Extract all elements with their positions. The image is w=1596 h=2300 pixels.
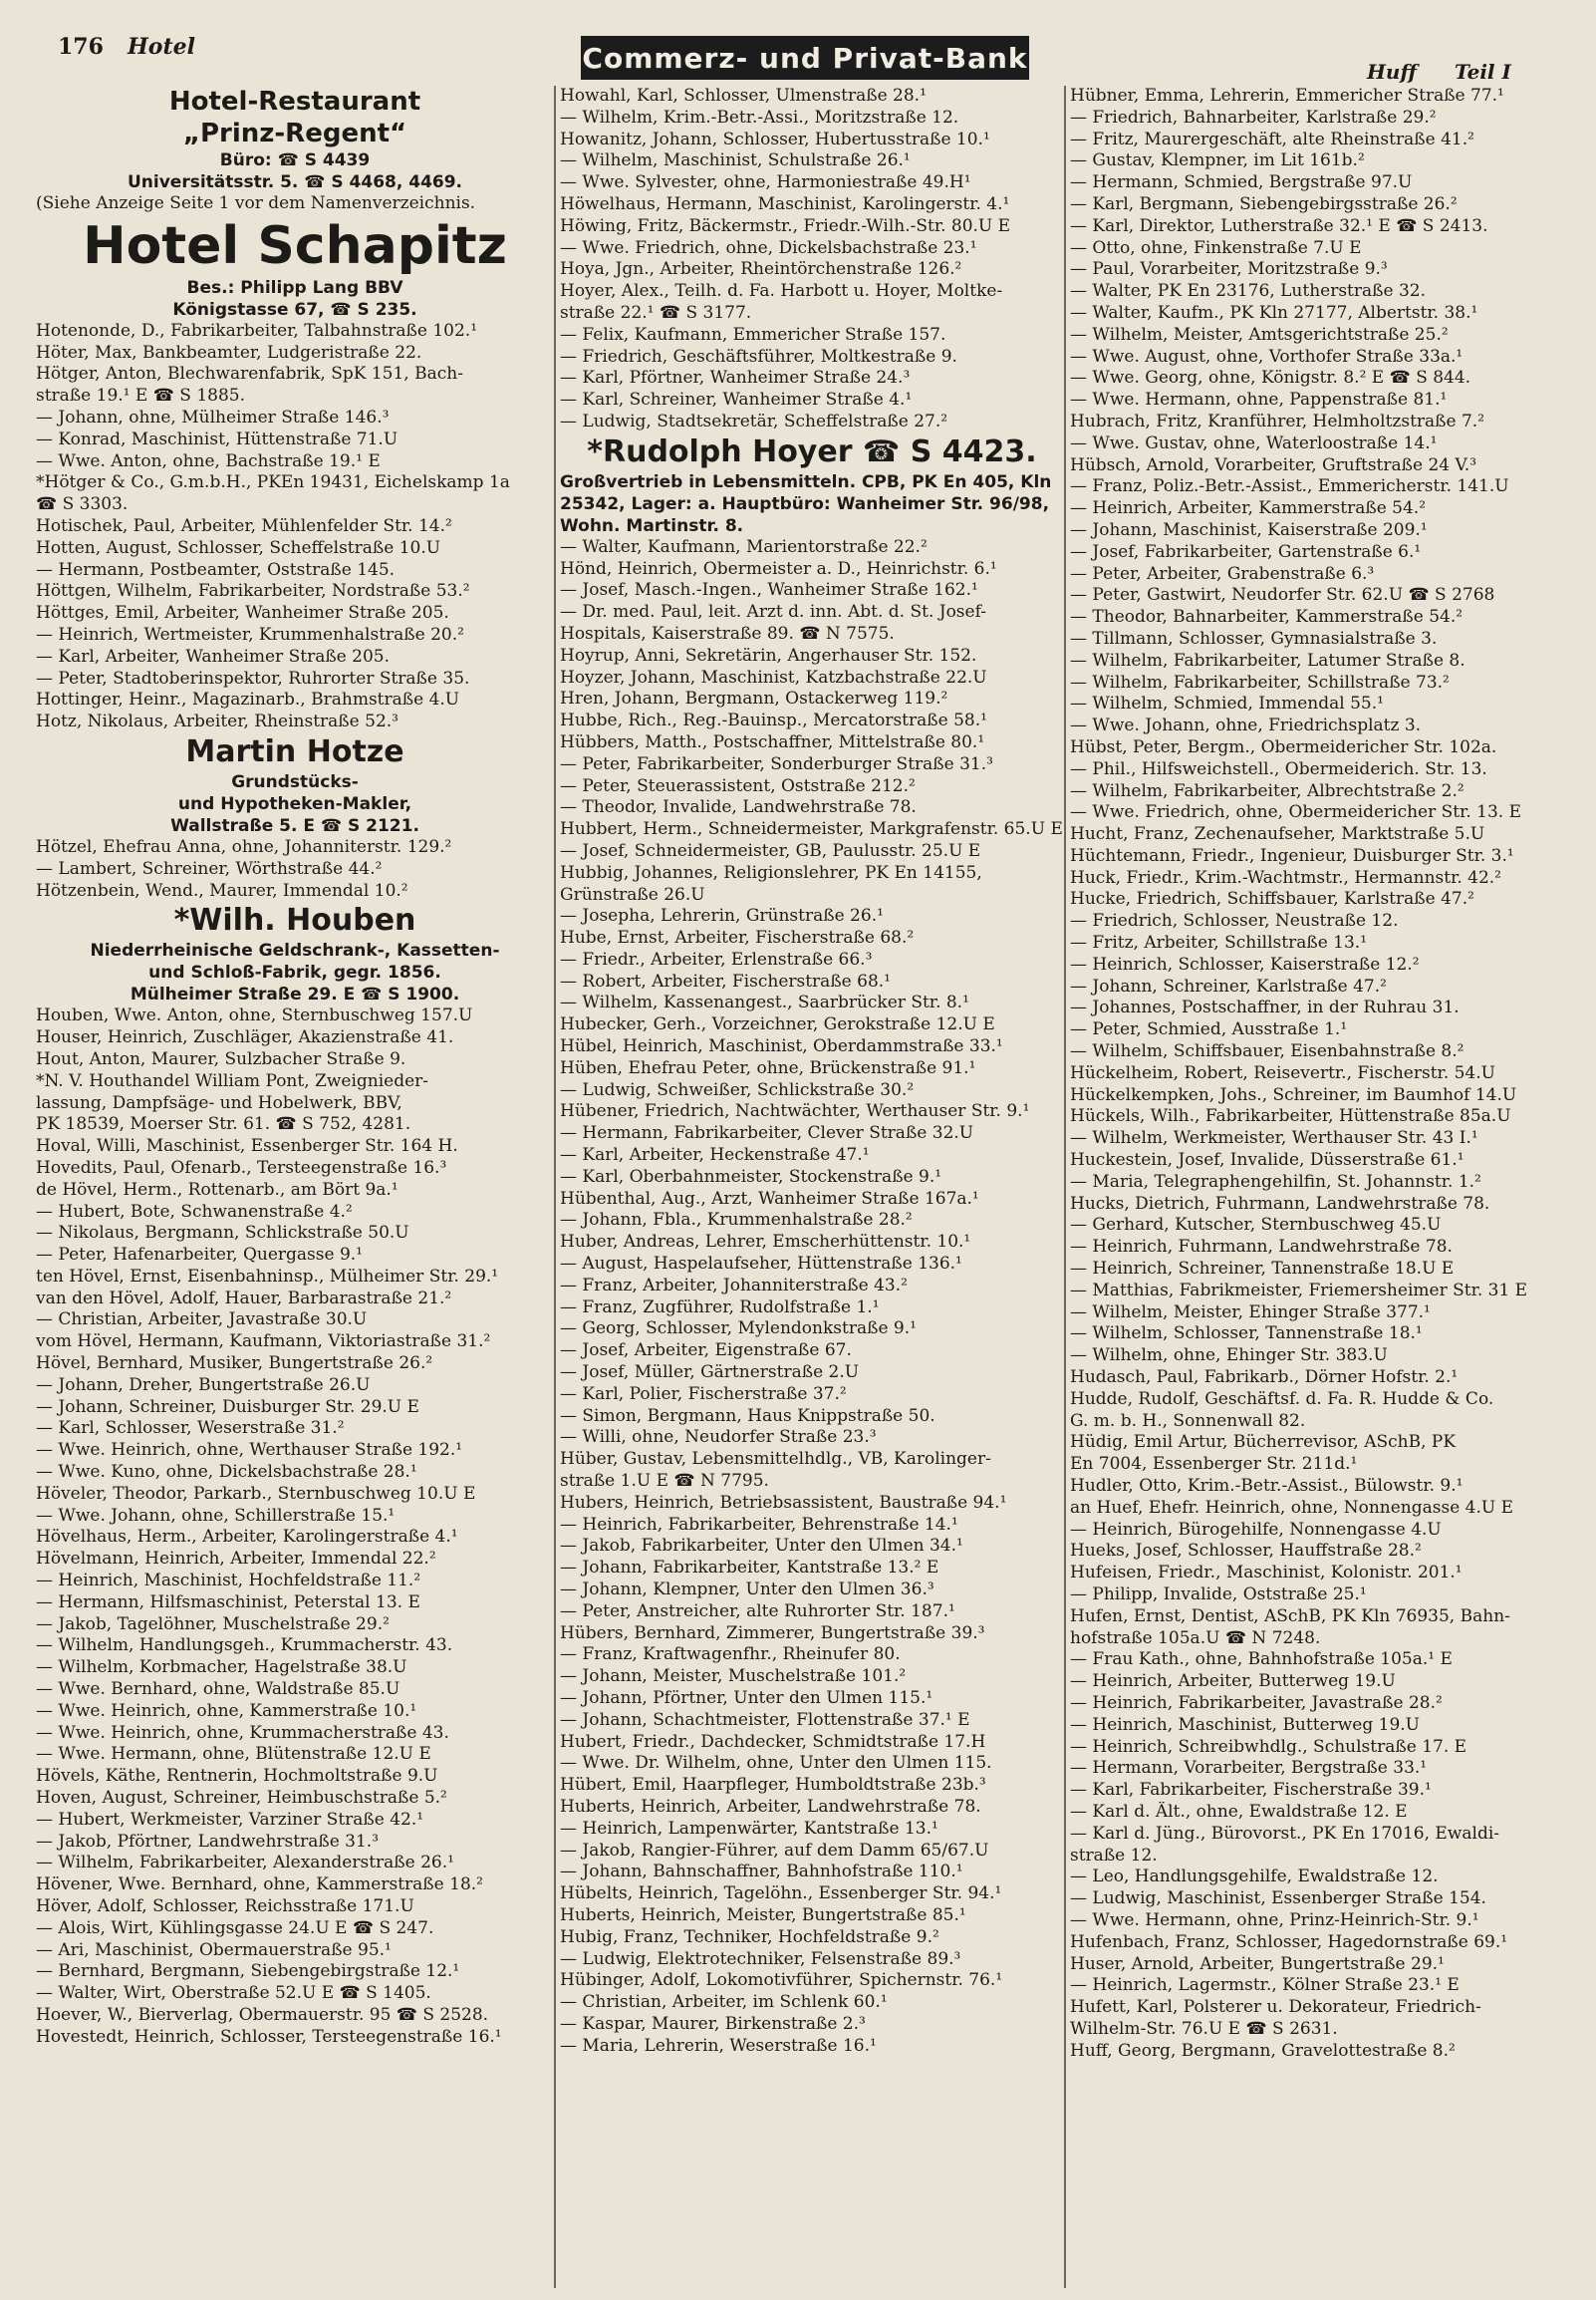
directory-entry: — Johann, Maschinist, Kaiserstraße 209.¹ xyxy=(1070,519,1428,540)
directory-entry: — Konrad, Maschinist, Hüttenstraße 71.U xyxy=(36,429,399,449)
directory-entry: Hübbers, Matth., Postschaffner, Mittelstraße 80.¹ xyxy=(560,731,985,752)
directory-entry: — Heinrich, Lagermstr., Kölner Straße 23.¹ E xyxy=(1070,1975,1460,1996)
directory-entry: Hucke, Friedrich, Schiffsbauer, Karlstraße 47.² xyxy=(1070,889,1474,910)
directory-entry: — Wilhelm, Fabrikarbeiter, Alexanderstraße 26.¹ xyxy=(36,1853,454,1873)
directory-entry: (Siehe Anzeige Seite 1 vor dem Namenverzeichnis. xyxy=(36,193,476,213)
directory-entry: — Walter, Kaufmann, Marientorstraße 22.² xyxy=(560,536,928,557)
directory-entry: Hufenbach, Franz, Schlosser, Hagedornstraße 69.¹ xyxy=(1070,1931,1508,1952)
directory-entry: — Heinrich, Schlosser, Kaiserstraße 12.² xyxy=(1070,954,1420,975)
directory-entry: — Wilhelm, Maschinist, Schulstraße 26.¹ xyxy=(560,150,911,171)
directory-entry: — Ludwig, Stadtsekretär, Scheffelstraße 27.² xyxy=(560,411,948,431)
directory-entry: — Philipp, Invalide, Oststraße 25.¹ xyxy=(1070,1583,1367,1604)
directory-entry: Hubbe, Rich., Reg.-Bauinsp., Mercatorstraße 58.¹ xyxy=(560,711,987,731)
directory-entry: En 7004, Essenberger Str. 211d.¹ xyxy=(1070,1454,1358,1475)
column-divider-2 xyxy=(1064,86,1066,2288)
directory-entry: Höveler, Theodor, Parkarb., Sternbuschweg 10.U E xyxy=(36,1483,476,1504)
directory-entry: — Heinrich, Bürogehilfe, Nonnengasse 4.U xyxy=(1070,1519,1442,1540)
directory-entry: Hüdig, Emil Artur, Bücherrevisor, ASchB, PK xyxy=(1070,1432,1457,1453)
directory-entry: Huckestein, Josef, Invalide, Düsserstraße 61.¹ xyxy=(1070,1150,1464,1171)
directory-entry: — Peter, Gastwirt, Neudorfer Str. 62.U ☎ S 2768 xyxy=(1070,585,1495,606)
directory-entry: — Wilhelm, Handlungsgeh., Krummacherstr. 43. xyxy=(36,1635,453,1656)
directory-entry: — Kaspar, Maurer, Birkenstraße 2.³ xyxy=(560,2013,866,2034)
directory-entry: Hübel, Heinrich, Maschinist, Oberdammstraße 33.¹ xyxy=(560,1036,1003,1057)
directory-entry: — Ari, Maschinist, Obermauerstraße 95.¹ xyxy=(36,1939,392,1960)
directory-entry: Hout, Anton, Maurer, Sulzbacher Straße 9. xyxy=(36,1048,406,1069)
directory-entry: — Dr. med. Paul, leit. Arzt d. inn. Abt. d. St. Josef- xyxy=(560,602,987,623)
directory-entry: — Christian, Arbeiter, im Schlenk 60.¹ xyxy=(560,1992,888,2013)
directory-entry: — Peter, Arbeiter, Grabenstraße 6.³ xyxy=(1070,563,1375,584)
directory-entry: — Lambert, Schreiner, Wörthstraße 44.² xyxy=(36,858,383,879)
directory-entry: — Friedrich, Bahnarbeiter, Karlstraße 29.² xyxy=(1070,107,1437,128)
directory-entry: — Phil., Hilfsweichstell., Obermeiderich. Str. 13. xyxy=(1070,758,1487,779)
directory-entry: Hubbert, Herm., Schneidermeister, Markgrafenstr. 65.U E xyxy=(560,819,1063,840)
directory-entry: — Wwe. Johann, ohne, Friedrichsplatz 3. xyxy=(1070,716,1422,736)
directory-entry: — Heinrich, Maschinist, Butterweg 19.U xyxy=(1070,1714,1420,1735)
directory-entry: Hotischek, Paul, Arbeiter, Mühlenfelder Str. 14.² xyxy=(36,515,452,536)
directory-entry: Hübener, Friedrich, Nachtwächter, Werthauser Str. 9.¹ xyxy=(560,1101,1030,1122)
directory-entry: — Peter, Steuerassistent, Oststraße 212.² xyxy=(560,775,916,796)
directory-entry: — Heinrich, Fuhrmann, Landwehrstraße 78. xyxy=(1070,1237,1453,1258)
directory-entry: — Heinrich, Fabrikarbeiter, Behrenstraße 14.¹ xyxy=(560,1514,958,1535)
directory-entry: Hüchtemann, Friedr., Ingenieur, Duisburger Str. 3.¹ xyxy=(1070,845,1514,866)
directory-entry: Hudler, Otto, Krim.-Betr.-Assist., Bülowstr. 9.¹ xyxy=(1070,1476,1463,1496)
directory-entry: Hoever, W., Bierverlag, Obermauerstr. 95 ☎ S 2528. xyxy=(36,2004,489,2025)
directory-entry: — Hubert, Bote, Schwanenstraße 4.² xyxy=(36,1201,353,1222)
advertisement-line: *Rudolph Hoyer ☎ S 4423. xyxy=(587,433,1037,469)
directory-entry: Hübers, Bernhard, Zimmerer, Bungertstraße 39.³ xyxy=(560,1622,985,1643)
directory-entry: — Wilhelm, Fabrikarbeiter, Albrechtstraße 2.² xyxy=(1070,780,1464,801)
directory-entry: — Hermann, Hilfsmaschinist, Peterstal 13. E xyxy=(36,1591,420,1612)
directory-entry: — August, Haspelaufseher, Hüttenstraße 136.¹ xyxy=(560,1254,962,1275)
directory-entry: — Josef, Arbeiter, Eigenstraße 67. xyxy=(560,1340,852,1361)
column-divider-1 xyxy=(554,86,556,2288)
advertisement-line: Niederrheinische Geldschrank-, Kassetten- xyxy=(90,941,500,962)
directory-entry: *Hötger & Co., G.m.b.H., PKEn 19431, Eichelskamp 1a xyxy=(36,472,510,493)
directory-entry: — Josef, Fabrikarbeiter, Gartenstraße 6.¹ xyxy=(1070,541,1422,562)
directory-entry: Hückels, Wilh., Fabrikarbeiter, Hüttenstraße 85a.U xyxy=(1070,1106,1511,1127)
directory-entry: Hospitals, Kaiserstraße 89. ☎ N 7575. xyxy=(560,623,895,644)
directory-entry: Hufett, Karl, Polsterer u. Dekorateur, Friedrich- xyxy=(1070,1997,1481,2018)
directory-entry: — Theodor, Bahnarbeiter, Kammerstraße 54.² xyxy=(1070,607,1463,628)
directory-entry: — Heinrich, Schreibwhdlg., Schulstraße 17. E xyxy=(1070,1736,1467,1757)
directory-entry: Wilhelm-Str. 76.U E ☎ S 2631. xyxy=(1070,2018,1338,2039)
directory-entry: — Wwe. Heinrich, ohne, Werthauser Straße 192.¹ xyxy=(36,1440,463,1461)
directory-entry: — Theodor, Invalide, Landwehrstraße 78. xyxy=(560,797,917,818)
directory-entry: — Hermann, Vorarbeiter, Bergstraße 33.¹ xyxy=(1070,1758,1428,1779)
directory-entry: — Tillmann, Schlosser, Gymnasialstraße 3. xyxy=(1070,628,1438,649)
advertisement-line: Großvertrieb in Lebensmitteln. CPB, PK En 405, Kln 25342, Lager: a. Hauptbüro: Wanheimer Str. 96/98, Wohn. Martinstr. 8. xyxy=(560,471,1052,536)
directory-entry: de Hövel, Herm., Rottenarb., am Bört 9a.¹ xyxy=(36,1179,399,1200)
directory-entry: — Ludwig, Maschinist, Essenberger Straße 154. xyxy=(1070,1888,1486,1909)
advertisement-line: Bes.: Philipp Lang BBV xyxy=(186,277,403,298)
directory-entry: — Wilhelm, Fabrikarbeiter, Latumer Straße 8. xyxy=(1070,650,1465,671)
directory-entry: Höttgen, Wilhelm, Fabrikarbeiter, Nordstraße 53.² xyxy=(36,581,470,602)
directory-entry: Hübst, Peter, Bergm., Obermeidericher Str. 102a. xyxy=(1070,736,1497,757)
running-head-part: Teil I xyxy=(1455,60,1511,84)
directory-entry: Hüber, Gustav, Lebensmittelhdlg., VB, Karolinger- xyxy=(560,1449,991,1470)
directory-entry: Hübenthal, Aug., Arzt, Wanheimer Straße 167a.¹ xyxy=(560,1188,979,1209)
advertisement-line: Büro: ☎ S 4439 xyxy=(219,150,371,170)
directory-entry: — Johann, Bahnschaffner, Bahnhofstraße 110.¹ xyxy=(560,1862,963,1882)
directory-entry: — Johann, ohne, Mülheimer Straße 146.³ xyxy=(36,407,390,428)
directory-entry: Hufen, Ernst, Dentist, ASchB, PK Kln 76935, Bahn- xyxy=(1070,1605,1510,1626)
directory-entry: Hotenonde, D., Fabrikarbeiter, Talbahnstraße 102.¹ xyxy=(36,320,478,341)
directory-entry: — Karl, Oberbahnmeister, Stockenstraße 9.¹ xyxy=(560,1166,942,1187)
directory-entry: — Ludwig, Schweißer, Schlickstraße 30.² xyxy=(560,1079,915,1100)
directory-entry: *N. V. Houthandel William Pont, Zweignieder- xyxy=(36,1070,429,1091)
directory-entry: — Johann, Meister, Muschelstraße 101.² xyxy=(560,1666,907,1687)
directory-entry: — Walter, Wirt, Oberstraße 52.U E ☎ S 1405. xyxy=(36,1983,431,2004)
column-1 xyxy=(36,86,554,2288)
directory-entry: Hönd, Heinrich, Obermeister a. D., Heinrichstr. 6.¹ xyxy=(560,558,997,579)
directory-entry: — Gustav, Klempner, im Lit 161b.² xyxy=(1070,150,1365,171)
directory-entry: — Frau Kath., ohne, Bahnhofstraße 105a.¹ E xyxy=(1070,1649,1453,1670)
directory-entry: — Wwe. Johann, ohne, Schillerstraße 15.¹ xyxy=(36,1505,396,1526)
directory-entry: Hoval, Willi, Maschinist, Essenberger Str. 164 H. xyxy=(36,1136,458,1157)
directory-entry: — Wilhelm, Schiffsbauer, Eisenbahnstraße 8.² xyxy=(1070,1041,1464,1062)
directory-entry: — Jakob, Tagelöhner, Muschelstraße 29.² xyxy=(36,1613,390,1634)
directory-entry: — Karl, Schlosser, Weserstraße 31.² xyxy=(36,1418,345,1439)
directory-entry: — Fritz, Arbeiter, Schillstraße 13.¹ xyxy=(1070,933,1368,954)
advertisement-line: „Prinz-Regent“ xyxy=(182,119,407,148)
directory-entry: — Wwe. Heinrich, ohne, Kammerstraße 10.¹ xyxy=(36,1700,417,1721)
directory-entry: — Wilhelm, Krim.-Betr.-Assi., Moritzstraße 12. xyxy=(560,107,959,128)
directory-entry: — Peter, Hafenarbeiter, Quergasse 9.¹ xyxy=(36,1245,363,1266)
directory-entry: Hoven, August, Schreiner, Heimbuschstraße 5.² xyxy=(36,1788,447,1809)
directory-entry: — Friedr., Arbeiter, Erlenstraße 66.³ xyxy=(560,949,873,970)
directory-entry: Houben, Wwe. Anton, ohne, Sternbuschweg 157.U xyxy=(36,1006,473,1026)
directory-entry: — Wilhelm, Korbmacher, Hagelstraße 38.U xyxy=(36,1657,407,1678)
directory-entry: straße 12. xyxy=(1070,1845,1158,1866)
advertisement-line: Grundstücks- xyxy=(231,771,359,792)
directory-entry: — Wwe. Hermann, ohne, Pappenstraße 81.¹ xyxy=(1070,390,1448,411)
directory-entry: — Peter, Stadtoberinspektor, Ruhrorter Straße 35. xyxy=(36,668,470,689)
directory-entry: — Felix, Kaufmann, Emmericher Straße 157. xyxy=(560,324,946,345)
directory-entry: — Karl, Polier, Fischerstraße 37.² xyxy=(560,1383,847,1404)
directory-entry: — Wwe. Dr. Wilhelm, ohne, Unter den Ulmen 115. xyxy=(560,1753,992,1774)
directory-entry: Hoyzer, Johann, Maschinist, Katzbachstraße 22.U xyxy=(560,667,987,688)
directory-entry: — Johannes, Postschaffner, in der Ruhrau 31. xyxy=(1070,998,1460,1018)
directory-entry: Hudasch, Paul, Fabrikarb., Dörner Hofstr. 2.¹ xyxy=(1070,1367,1459,1388)
directory-entry: — Karl d. Jüng., Bürovorst., PK En 17016, Ewaldi- xyxy=(1070,1823,1500,1844)
directory-entry: — Wilhelm, Schlosser, Tannenstraße 18.¹ xyxy=(1070,1323,1423,1344)
directory-entry: — Karl, Pförtner, Wanheimer Straße 24.³ xyxy=(560,368,911,389)
directory-entry: Hötger, Anton, Blechwarenfabrik, SpK 151, Bach- xyxy=(36,364,463,385)
directory-entry: — Heinrich, Maschinist, Hochfeldstraße 11.² xyxy=(36,1571,421,1591)
directory-entry: Hübert, Emil, Haarpfleger, Humboldtstraße 23b.³ xyxy=(560,1775,986,1796)
directory-entry: Hotten, August, Schlosser, Scheffelstraße 10.U xyxy=(36,537,441,558)
directory-entry: — Wwe. Hermann, ohne, Blütenstraße 12.U E xyxy=(36,1744,431,1765)
directory-entry: hofstraße 105a.U ☎ N 7248. xyxy=(1070,1627,1321,1648)
directory-entry: — Heinrich, Schreiner, Tannenstraße 18.U E xyxy=(1070,1259,1455,1280)
running-head-left: Hotel xyxy=(128,34,195,60)
directory-entry: — Johann, Fabrikarbeiter, Kantstraße 13.² E xyxy=(560,1558,939,1579)
directory-entry: — Karl d. Ält., ohne, Ewaldstraße 12. E xyxy=(1070,1801,1408,1822)
directory-entry: — Paul, Vorarbeiter, Moritzstraße 9.³ xyxy=(1070,259,1388,280)
directory-entry: Hübinger, Adolf, Lokomotivführer, Spichernstr. 76.¹ xyxy=(560,1970,1003,1991)
advertisement-line: Königstasse 67, ☎ S 235. xyxy=(172,299,417,320)
directory-entry: Hückelheim, Robert, Reisevertr., Fischerstr. 54.U xyxy=(1070,1062,1495,1083)
directory-entry: Hubig, Franz, Techniker, Hochfeldstraße 9.² xyxy=(560,1926,939,1947)
directory-entry: — Johann, Schreiner, Duisburger Str. 29.U E xyxy=(36,1396,419,1417)
directory-entry: — Johann, Fbla., Krummenhalstraße 28.² xyxy=(560,1210,913,1231)
directory-entry: Hövener, Wwe. Bernhard, ohne, Kammerstraße 18.² xyxy=(36,1874,483,1895)
directory-entry: — Maria, Lehrerin, Weserstraße 16.¹ xyxy=(560,2035,877,2056)
directory-entry: Grünstraße 26.U xyxy=(560,884,705,905)
directory-entry: Hübsch, Arnold, Vorarbeiter, Gruftstraße 24 V.³ xyxy=(1070,454,1477,475)
directory-entry: — Hermann, Schmied, Bergstraße 97.U xyxy=(1070,172,1413,193)
directory-entry: Hoya, Jgn., Arbeiter, Rheintörchenstraße 126.² xyxy=(560,259,962,280)
directory-entry: lassung, Dampfsäge- und Hobelwerk, BBV, xyxy=(36,1092,402,1113)
directory-entry: — Heinrich, Arbeiter, Butterweg 19.U xyxy=(1070,1671,1396,1692)
directory-entry: Hueks, Josef, Schlosser, Hauffstraße 28.² xyxy=(1070,1541,1422,1562)
directory-entry: — Karl, Schreiner, Wanheimer Straße 4.¹ xyxy=(560,390,913,411)
directory-entry: Howanitz, Johann, Schlosser, Hubertusstraße 10.¹ xyxy=(560,129,990,149)
directory-entry: Hucks, Dietrich, Fuhrmann, Landwehrstraße 78. xyxy=(1070,1193,1490,1214)
advertisement-line: und Schloß-Fabrik, gegr. 1856. xyxy=(148,963,441,984)
directory-entry: ☎ S 3303. xyxy=(36,494,129,515)
advertisement-line: Wallstraße 5. E ☎ S 2121. xyxy=(170,815,419,836)
directory-entry: — Wilhelm, Fabrikarbeiter, Schillstraße 73.² xyxy=(1070,672,1450,693)
directory-entry: Hövels, Käthe, Rentnerin, Hochmoltstraße 9.U xyxy=(36,1766,438,1787)
directory-entry: — Gerhard, Kutscher, Sternbuschweg 45.U xyxy=(1070,1215,1442,1236)
advertisement-line: Hotel-Restaurant xyxy=(168,87,421,117)
directory-entry: — Willi, ohne, Neudorfer Straße 23.³ xyxy=(560,1427,877,1448)
advertisement-line: *Wilh. Houben xyxy=(173,903,416,939)
directory-entry: — Karl, Fabrikarbeiter, Fischerstraße 39.¹ xyxy=(1070,1780,1432,1801)
directory-entry: — Franz, Kraftwagenfhr., Rheinufer 80. xyxy=(560,1644,901,1665)
directory-entry: Huberts, Heinrich, Arbeiter, Landwehrstraße 78. xyxy=(560,1796,981,1817)
directory-entry: — Bernhard, Bergmann, Siebengebirgstraße 12.¹ xyxy=(36,1961,460,1982)
directory-entry: — Karl, Arbeiter, Wanheimer Straße 205. xyxy=(36,646,390,667)
directory-entry: — Heinrich, Arbeiter, Kammerstraße 54.² xyxy=(1070,498,1427,519)
directory-entry: — Franz, Arbeiter, Johanniterstraße 43.² xyxy=(560,1275,908,1295)
directory-entry: Hotz, Nikolaus, Arbeiter, Rheinstraße 52.³ xyxy=(36,712,399,732)
directory-entry: PK 18539, Moerser Str. 61. ☎ S 752, 4281. xyxy=(36,1114,411,1135)
directory-entry: Hudde, Rudolf, Geschäftsf. d. Fa. R. Hudde & Co. xyxy=(1070,1388,1494,1409)
directory-entry: Hubers, Heinrich, Betriebsassistent, Baustraße 94.¹ xyxy=(560,1492,1007,1513)
directory-entry: — Wwe. August, ohne, Vorthofer Straße 33a.¹ xyxy=(1070,346,1463,367)
directory-entry: Huser, Arnold, Arbeiter, Bungertstraße 29.¹ xyxy=(1070,1953,1445,1974)
directory-entry: — Matthias, Fabrikmeister, Friemersheimer Str. 31 E xyxy=(1070,1280,1528,1300)
directory-entry: Höter, Max, Bankbeamter, Ludgeristraße 22. xyxy=(36,342,422,363)
directory-entry: Hövelhaus, Herm., Arbeiter, Karolingerstraße 4.¹ xyxy=(36,1527,458,1548)
directory-entry: Hückelkempken, Johs., Schreiner, im Baumhof 14.U xyxy=(1070,1084,1517,1105)
directory-entry: Hubrach, Fritz, Kranführer, Helmholtzstraße 7.² xyxy=(1070,411,1485,431)
directory-entry: Höver, Adolf, Schlosser, Reichsstraße 171.U xyxy=(36,1896,414,1916)
directory-entry: — Christian, Arbeiter, Javastraße 30.U xyxy=(36,1309,368,1330)
directory-entry: — Heinrich, Lampenwärter, Kantstraße 13.¹ xyxy=(560,1818,938,1839)
directory-entry: — Wilhelm, Meister, Ehinger Straße 377.¹ xyxy=(1070,1301,1431,1322)
directory-entry: Hüben, Ehefrau Peter, ohne, Brückenstraße 91.¹ xyxy=(560,1057,976,1078)
directory-entry: — Wwe. Heinrich, ohne, Krummacherstraße 43. xyxy=(36,1722,449,1743)
directory-entry: — Josef, Müller, Gärtnerstraße 2.U xyxy=(560,1362,860,1383)
directory-entry: Höwing, Fritz, Bäckermstr., Friedr.-Wilh.-Str. 80.U E xyxy=(560,215,1011,236)
bank-banner: Commerz- und Privat-Bank xyxy=(581,36,1029,80)
directory-entry: Hufeisen, Friedr., Maschinist, Kolonistr. 201.¹ xyxy=(1070,1563,1463,1583)
directory-entry: — Wwe. Friedrich, ohne, Obermeidericher Str. 13. E xyxy=(1070,802,1522,823)
advertisement-line: und Hypotheken-Makler, xyxy=(177,793,412,814)
directory-entry: straße 22.¹ ☎ S 3177. xyxy=(560,302,752,323)
directory-entry: Hoyrup, Anni, Sekretärin, Angerhauser Str. 152. xyxy=(560,645,977,666)
directory-entry: Höwelhaus, Hermann, Maschinist, Karolingerstr. 4.¹ xyxy=(560,193,1010,214)
directory-entry: straße 19.¹ E ☎ S 1885. xyxy=(36,386,246,407)
directory-entry: Höttges, Emil, Arbeiter, Wanheimer Straße 205. xyxy=(36,603,449,624)
directory-entry: ten Hövel, Ernst, Eisenbahninsp., Mülheimer Str. 29.¹ xyxy=(36,1266,499,1287)
advertisement-line: Martin Hotze xyxy=(185,733,404,769)
directory-entry: — Wwe. Bernhard, ohne, Waldstraße 85.U xyxy=(36,1679,400,1700)
directory-entry: — Wilhelm, Schmied, Immendal 55.¹ xyxy=(1070,694,1384,715)
directory-entry: — Franz, Poliz.-Betr.-Assist., Emmericherstr. 141.U xyxy=(1070,476,1509,497)
directory-entry: Huber, Andreas, Lehrer, Emscherhüttenstr. 10.¹ xyxy=(560,1232,971,1253)
directory-entry: — Jakob, Pförtner, Landwehrstraße 31.³ xyxy=(36,1831,380,1852)
directory-entry: van den Hövel, Adolf, Hauer, Barbarastraße 21.² xyxy=(36,1288,452,1308)
directory-entry: straße 1.U E ☎ N 7795. xyxy=(560,1471,769,1492)
directory-entry: — Wwe. Anton, ohne, Bachstraße 19.¹ E xyxy=(36,450,381,471)
directory-entry: — Karl, Direktor, Lutherstraße 32.¹ E ☎ S 2413. xyxy=(1070,215,1488,236)
page-number: 176 xyxy=(58,34,104,60)
directory-entry: Hubbig, Johannes, Religionslehrer, PK En 14155, xyxy=(560,862,982,883)
directory-entry: — Walter, PK En 23176, Lutherstraße 32. xyxy=(1070,281,1426,302)
directory-entry: — Wilhelm, Kassenangest., Saarbrücker Str. 8.¹ xyxy=(560,993,969,1013)
directory-entry: — Heinrich, Wertmeister, Krummenhalstraße 20.² xyxy=(36,624,464,645)
directory-entry: — Robert, Arbeiter, Fischerstraße 68.¹ xyxy=(560,971,891,992)
directory-entry: Hovestedt, Heinrich, Schlosser, Tersteegenstraße 16.¹ xyxy=(36,2026,502,2047)
directory-entry: — Wwe. Sylvester, ohne, Harmoniestraße 49.H¹ xyxy=(560,172,971,193)
directory-entry: — Leo, Handlungsgehilfe, Ewaldstraße 12. xyxy=(1070,1867,1439,1887)
directory-entry: Hren, Johann, Bergmann, Ostackerweg 119.² xyxy=(560,689,948,710)
directory-entry: Hübner, Emma, Lehrerin, Emmericher Straße 77.¹ xyxy=(1070,86,1504,106)
directory-entry: — Otto, ohne, Finkenstraße 7.U E xyxy=(1070,237,1362,258)
directory-entry: — Maria, Telegraphengehilfin, St. Johannstr. 1.² xyxy=(1070,1171,1481,1192)
directory-entry: Howahl, Karl, Schlosser, Ulmenstraße 28.¹ xyxy=(560,86,927,106)
directory-entry: — Johann, Pförtner, Unter den Ulmen 115.¹ xyxy=(560,1687,933,1708)
directory-entry: Hötzenbein, Wend., Maurer, Immendal 10.² xyxy=(36,880,408,901)
directory-entry: Huck, Friedr., Krim.-Wachtmstr., Hermannstr. 42.² xyxy=(1070,867,1501,888)
directory-entry: Huberts, Heinrich, Meister, Bungertstraße 85.¹ xyxy=(560,1904,966,1925)
directory-entry: Hovedits, Paul, Ofenarb., Tersteegenstraße 16.³ xyxy=(36,1157,447,1178)
directory-entry: — Peter, Fabrikarbeiter, Sonderburger Straße 31.³ xyxy=(560,753,993,774)
directory-entry: — Wwe. Friedrich, ohne, Dickelsbachstraße 23.¹ xyxy=(560,237,977,258)
column-2 xyxy=(560,86,1064,2288)
directory-entry: — Franz, Zugführer, Rudolfstraße 1.¹ xyxy=(560,1296,880,1317)
directory-entry: — Karl, Arbeiter, Heckenstraße 47.¹ xyxy=(560,1145,870,1166)
directory-entry: — Johann, Schachtmeister, Flottenstraße 37.¹ E xyxy=(560,1709,970,1730)
directory-entry: — Walter, Kaufm., PK Kln 27177, Albertstr. 38.¹ xyxy=(1070,302,1478,323)
directory-entry: — Ludwig, Elektrotechniker, Felsenstraße 89.³ xyxy=(560,1948,961,1969)
directory-entry: Hucht, Franz, Zechenaufseher, Marktstraße 5.U xyxy=(1070,824,1485,845)
directory-entry: vom Hövel, Hermann, Kaufmann, Viktoriastraße 31.² xyxy=(36,1331,491,1352)
directory-entry: — Karl, Bergmann, Siebengebirgsstraße 26.² xyxy=(1070,193,1458,214)
running-head-right: Huff xyxy=(1367,60,1417,84)
directory-entry: — Jakob, Rangier-Führer, auf dem Damm 65/67.U xyxy=(560,1840,989,1861)
directory-entry: Hübelts, Heinrich, Tagelöhn., Essenberger Str. 94.¹ xyxy=(560,1883,1002,1904)
directory-entry: — Georg, Schlosser, Mylendonkstraße 9.¹ xyxy=(560,1318,917,1339)
directory-entry: — Josepha, Lehrerin, Grünstraße 26.¹ xyxy=(560,906,884,927)
directory-entry: — Friedrich, Schlosser, Neustraße 12. xyxy=(1070,911,1399,932)
directory-entry: — Heinrich, Fabrikarbeiter, Javastraße 28.² xyxy=(1070,1692,1443,1713)
advertisement-line: Universitätsstr. 5. ☎ S 4468, 4469. xyxy=(127,172,463,192)
directory-entry: an Huef, Ehefr. Heinrich, ohne, Nonnengasse 4.U E xyxy=(1070,1497,1514,1518)
directory-entry: — Nikolaus, Bergmann, Schlickstraße 50.U xyxy=(36,1223,409,1244)
directory-entry: — Wilhelm, Meister, Amtsgerichtstraße 25.² xyxy=(1070,324,1449,345)
directory-entry: — Peter, Schmied, Ausstraße 1.¹ xyxy=(1070,1019,1348,1040)
advertisement-line: Mülheimer Straße 29. E ☎ S 1900. xyxy=(130,985,460,1006)
directory-entry: — Fritz, Maurergeschäft, alte Rheinstraße 41.² xyxy=(1070,129,1474,149)
directory-entry: — Jakob, Fabrikarbeiter, Unter den Ulmen 34.¹ xyxy=(560,1536,963,1557)
directory-entry: Hövel, Bernhard, Musiker, Bungertstraße 26.² xyxy=(36,1353,433,1374)
directory-entry: Houser, Heinrich, Zuschläger, Akazienstraße 41. xyxy=(36,1027,454,1048)
directory-entry: — Johann, Schreiner, Karlstraße 47.² xyxy=(1070,976,1387,997)
directory-entry: — Wwe. Gustav, ohne, Waterloostraße 14.¹ xyxy=(1070,432,1438,453)
directory-entry: — Peter, Anstreicher, alte Ruhrorter Str. 187.¹ xyxy=(560,1600,955,1621)
directory-entry: — Hermann, Postbeamter, Oststraße 145. xyxy=(36,559,396,580)
directory-entry: Hube, Ernst, Arbeiter, Fischerstraße 68.² xyxy=(560,928,915,949)
directory-entry: — Hermann, Fabrikarbeiter, Clever Straße 32.U xyxy=(560,1123,974,1144)
directory-entry: — Wilhelm, ohne, Ehinger Str. 383.U xyxy=(1070,1345,1388,1366)
directory-entry: Hövelmann, Heinrich, Arbeiter, Immendal 22.² xyxy=(36,1549,436,1570)
directory-entry: Hoyer, Alex., Teilh. d. Fa. Harbott u. Hoyer, Moltke- xyxy=(560,281,1003,302)
directory-entry: Hubert, Friedr., Dachdecker, Schmidtstraße 17.H xyxy=(560,1731,986,1752)
directory-entry: — Simon, Bergmann, Haus Knippstraße 50. xyxy=(560,1405,935,1426)
directory-entry: G. m. b. H., Sonnenwall 82. xyxy=(1070,1410,1306,1431)
directory-entry: — Alois, Wirt, Kühlingsgasse 24.U E ☎ S 247. xyxy=(36,1917,434,1938)
directory-entry: — Wilhelm, Werkmeister, Werthauser Str. 43 I.¹ xyxy=(1070,1128,1478,1149)
directory-entry: — Wwe. Kuno, ohne, Dickelsbachstraße 28.¹ xyxy=(36,1462,417,1483)
directory-entry: Hötzel, Ehefrau Anna, ohne, Johanniterstr. 129.² xyxy=(36,836,452,857)
directory-entry: — Josef, Schneidermeister, GB, Paulusstr. 25.U E xyxy=(560,840,981,861)
directory-entry: Huff, Georg, Bergmann, Gravelottestraße 8.² xyxy=(1070,2040,1456,2061)
directory-entry: Hottinger, Heinr., Magazinarb., Brahmstraße 4.U xyxy=(36,690,460,711)
advertisement-line: Hotel Schapitz xyxy=(83,215,507,276)
column-3 xyxy=(1070,86,1576,2288)
directory-entry: Hubecker, Gerh., Vorzeichner, Gerokstraße 12.U E xyxy=(560,1014,995,1035)
directory-entry: — Johann, Dreher, Bungertstraße 26.U xyxy=(36,1374,371,1395)
directory-entry: — Josef, Masch.-Ingen., Wanheimer Straße 162.¹ xyxy=(560,580,978,601)
directory-entry: — Hubert, Werkmeister, Varziner Straße 42.¹ xyxy=(36,1809,424,1830)
directory-entry: — Friedrich, Geschäftsführer, Moltkestraße 9. xyxy=(560,346,957,367)
directory-entry: — Johann, Klempner, Unter den Ulmen 36.³ xyxy=(560,1580,934,1599)
directory-entry: — Wwe. Hermann, ohne, Prinz-Heinrich-Str. 9.¹ xyxy=(1070,1909,1479,1930)
directory-entry: — Wwe. Georg, ohne, Königstr. 8.² E ☎ S 844. xyxy=(1070,368,1471,389)
